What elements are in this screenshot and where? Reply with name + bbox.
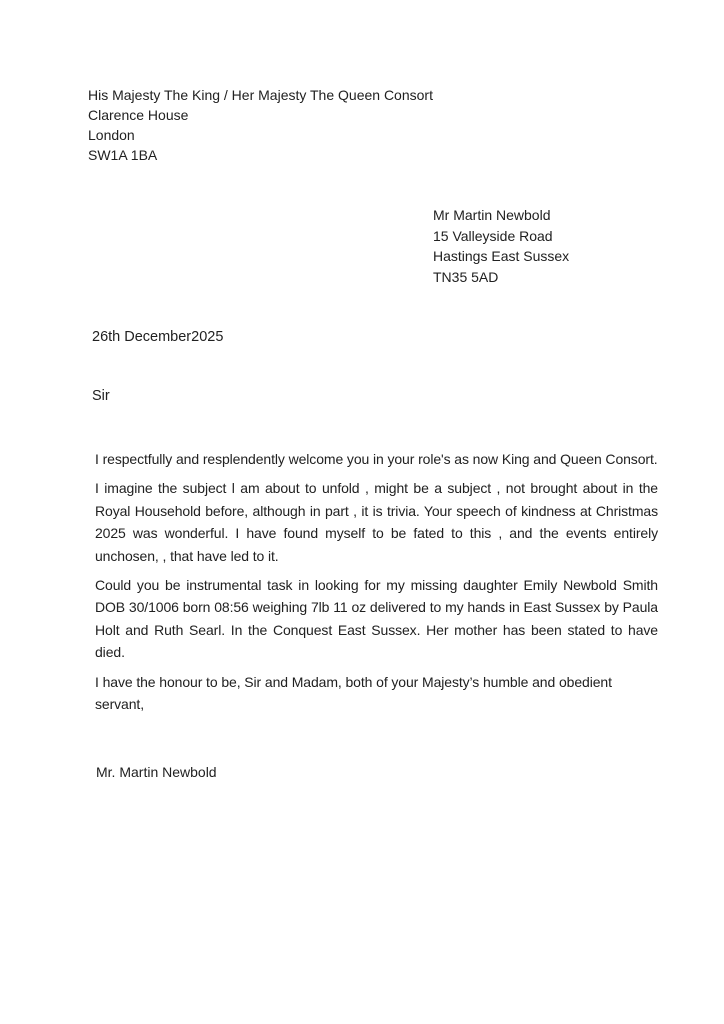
recipient-address-line: SW1A 1BA xyxy=(88,147,158,163)
signature-name: Mr. Martin Newbold xyxy=(96,764,217,780)
body-paragraph: I imagine the subject l am about to unfold , might be a subject , not brought about in the Royal Household before, although in part , it is trivia. Your speech of kindness at Christmas 2025 was wonderful. I have found myself to be fated to this , and the events entirely unchosen, , that have led to it. xyxy=(95,480,658,564)
body-paragraph: Could you be instrumental task in looking for my missing daughter Emily Newbold Smith DOB 30/1006 born 08:56 weighing 7lb 11 oz delivered to my hands in East Sussex by Paula Holt and Ruth Searl. In the Conquest East Sussex. Her mother has been stated to have died. xyxy=(95,577,658,661)
sender-address-line: TN35 5AD xyxy=(433,268,499,285)
sender-address xyxy=(433,205,569,287)
body-paragraph-closing: I have the honour to be, Sir and Madam, both of your Majesty’s humble and obedient servant, xyxy=(95,673,612,713)
recipient-address-line: London xyxy=(88,127,135,143)
letter-date: 26th December2025 xyxy=(92,329,224,345)
recipient-address-line: His Majesty The King / Her Majesty The Queen Consort xyxy=(88,87,433,103)
recipient-address xyxy=(88,85,433,165)
salutation: Sir xyxy=(92,388,110,404)
sender-address-line: Mr Martin Newbold xyxy=(433,207,551,223)
sender-address-line: 15 Valleyside Road xyxy=(433,227,553,244)
sender-address-line: Hastings East Sussex xyxy=(433,248,570,264)
recipient-address-line: Clarence House xyxy=(88,107,189,123)
body-paragraph: I respectfully and resplendently welcome you in your role's as now King and Queen Consort. xyxy=(95,451,658,467)
letter-body xyxy=(95,448,658,722)
